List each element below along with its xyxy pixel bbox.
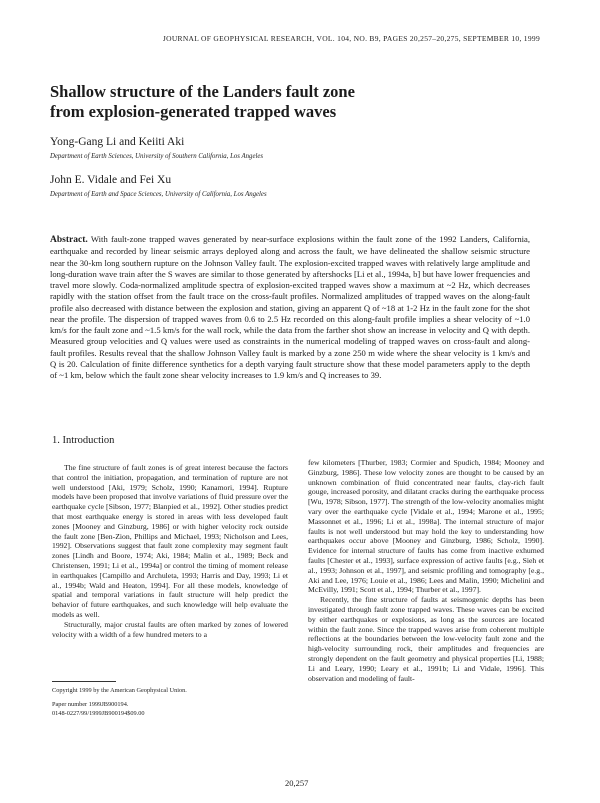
author-group-2: John E. Vidale and Fei Xu <box>50 174 172 186</box>
footnote-rule <box>52 681 116 682</box>
abstract <box>50 234 530 381</box>
paragraph: The fine structure of fault zones is of great interest because the factors that control the initiation, propagation, and termination of rupture are not well understood [Aki, 1979; Scholz, 1990; Kanamori, 1994]. Rupture models have been proposed that involve variations of fluid pressure over the earthquake cycle [Sibson, 1977; Blanpied et al., 1992]. Other studies predict that most earthquake energy is stored in areas with less developed fault zones [Mooney and Ginzburg, 1986] or with higher velocity rock outside the fault zone [Ben-Zion, Phillips and Michael, 1993; Nicholson and Lees, 1992]. Observations suggest that fault zone complexity may segment fault zones [Lindh and Boore, 1974; Aki, 1984; Malin et al., 1989; Beck and Christensen, 1991; Li et al., 1994a] or control the timing of moment release in earthquakes [Campillo and Archuleta, 1993; Harris and Day, 1993; Li et al., 1994b; Wald and Heaton, 1994]. For all these models, knowledge of spatial and temporal variations in fault structure will help predict the behavior of future earthquakes, and such knowledge will help evaluate the models as well. <box>52 463 288 619</box>
footnote <box>52 686 187 718</box>
paper-number: Paper number 1999JB900194. <box>52 701 129 708</box>
paragraph: Structurally, major crustal faults are often marked by zones of lowered velocity with a width of a few hundred meters to a <box>52 619 288 639</box>
title-line-2: from explosion-generated trapped waves <box>50 102 337 121</box>
article-title <box>50 82 450 122</box>
publication-code: 0148-0227/99/1999JB900194$09.00 <box>52 710 145 717</box>
journal-header: JOURNAL OF GEOPHYSICAL RESEARCH, VOL. 104, NO. B9, PAGES 20,257–20,275, SEPTEMBER 10, 1999 <box>162 34 540 43</box>
paragraph: few kilometers [Thurber, 1983; Cormier and Spudich, 1984; Mooney and Ginzburg, 1986]. These low velocity zones are thought to be caused by an unknown combination of fluid concentrated near faults, clay-rich fault gouge, increased porosity, and dilatant cracks during the earthquake process [Wu, 1978; Sibson, 1977]. The strength of the low-velocity anomalies might vary over the earthquake cycle [Vidale et al., 1994; Marone et al., 1995; Massonnet et al., 1996; Li et al., 1998a]. The internal structure of major faults is not well understood but may hold the key to understanding how earthquakes occur above [Mooney and Ginzburg, 1986; Scholz, 1990]. Evidence for internal structure of faults has come from inactive exhumed faults [Chester et al., 1993], surface expression of active faults [e.g., Sieh et al., 1993; Johnson et al., 1997], and seismic profiling and tomography [e.g., Aki and Lee, 1976; Louie et al., 1986; Lees and Malin, 1990; Michelini and McEvilly, 1991; Scott et al., 1994; Thurber et al., 1997]. <box>308 458 544 595</box>
left-column <box>52 463 288 639</box>
paragraph: Recently, the fine structure of faults at seismogenic depths has been investigated through fault zone trapped waves. These waves can be excited by either earthquakes or explosions, as long as the sources are located within the fault zone. Since the trapped waves arise from coherent multiple reflections at the boundaries between the low-velocity fault zone and the high-velocity surrounding rock, their amplitudes and frequencies are strongly dependent on the fault geometry and physical properties [Li, 1988; Li and Leary, 1990; Leary et al., 1991b; Li and Vidale, 1996]. This observation and modeling of fault- <box>308 595 544 683</box>
section-heading: 1. Introduction <box>52 435 115 446</box>
abstract-label: Abstract. <box>50 235 88 245</box>
abstract-text: With fault-zone trapped waves generated by near-surface explosions within the fault zone of the 1992 Landers, California, earthquake and recorded by linear seismic arrays deployed along and across the fault, we have delineated the shallow seismic structure near the 30-km long southern rupture on the Johnson Valley fault. The explosion-excited trapped waves with relatively large amplitude and long-duration wave train after the S waves are similar to those generated by aftershocks [Li et al., 1994a, b] but have lower frequencies and travel more slowly. Coda-normalized amplitude spectra of explosion-excited trapped waves show a maximum at ~2 Hz, which decreases rapidly with the station offset from the fault trace on the cross-fault profiles. Normalized amplitudes of trapped waves on the along-fault profile also decreased with distance between the explosion and station, giving an apparent Q of ~18 at 1-2 Hz in the fault zone for the shot near the profile. The dispersion of trapped waves from 0.6 to 2.5 Hz recorded on this along-fault profile implies a shear velocity of ~1.0 km/s for the fault zone and ~1.5 km/s for the wall rock, while the data from the farther shot show an increase in velocity and Q with depth. Measured group velocities and Q values were used as constraints in the numerical modeling of trapped waves on cross-fault and along-fault profiles. Results reveal that the shallow Johnson Valley fault is marked by a zone 250 m wide where the shear velocity is 1 km/s and Q is 20. Calculation of finite difference synthetics for a depth varying fault structure show that these model parameters apply to the depth of ~1 km, below which the fault zone shear velocity increases to 1.9 km/s and Q increases to 39. <box>50 234 530 380</box>
author-group-1: Yong-Gang Li and Keiiti Aki <box>50 136 185 148</box>
right-column <box>308 458 544 683</box>
copyright-line: Copyright 1999 by the American Geophysical Union. <box>52 687 187 694</box>
affiliation-1: Department of Earth Sciences, University of Southern California, Los Angeles <box>50 153 264 160</box>
affiliation-2: Department of Earth and Space Sciences, University of California, Los Angeles <box>50 191 267 198</box>
page-number: 20,257 <box>285 778 309 788</box>
title-line-1: Shallow structure of the Landers fault zone <box>50 82 355 101</box>
